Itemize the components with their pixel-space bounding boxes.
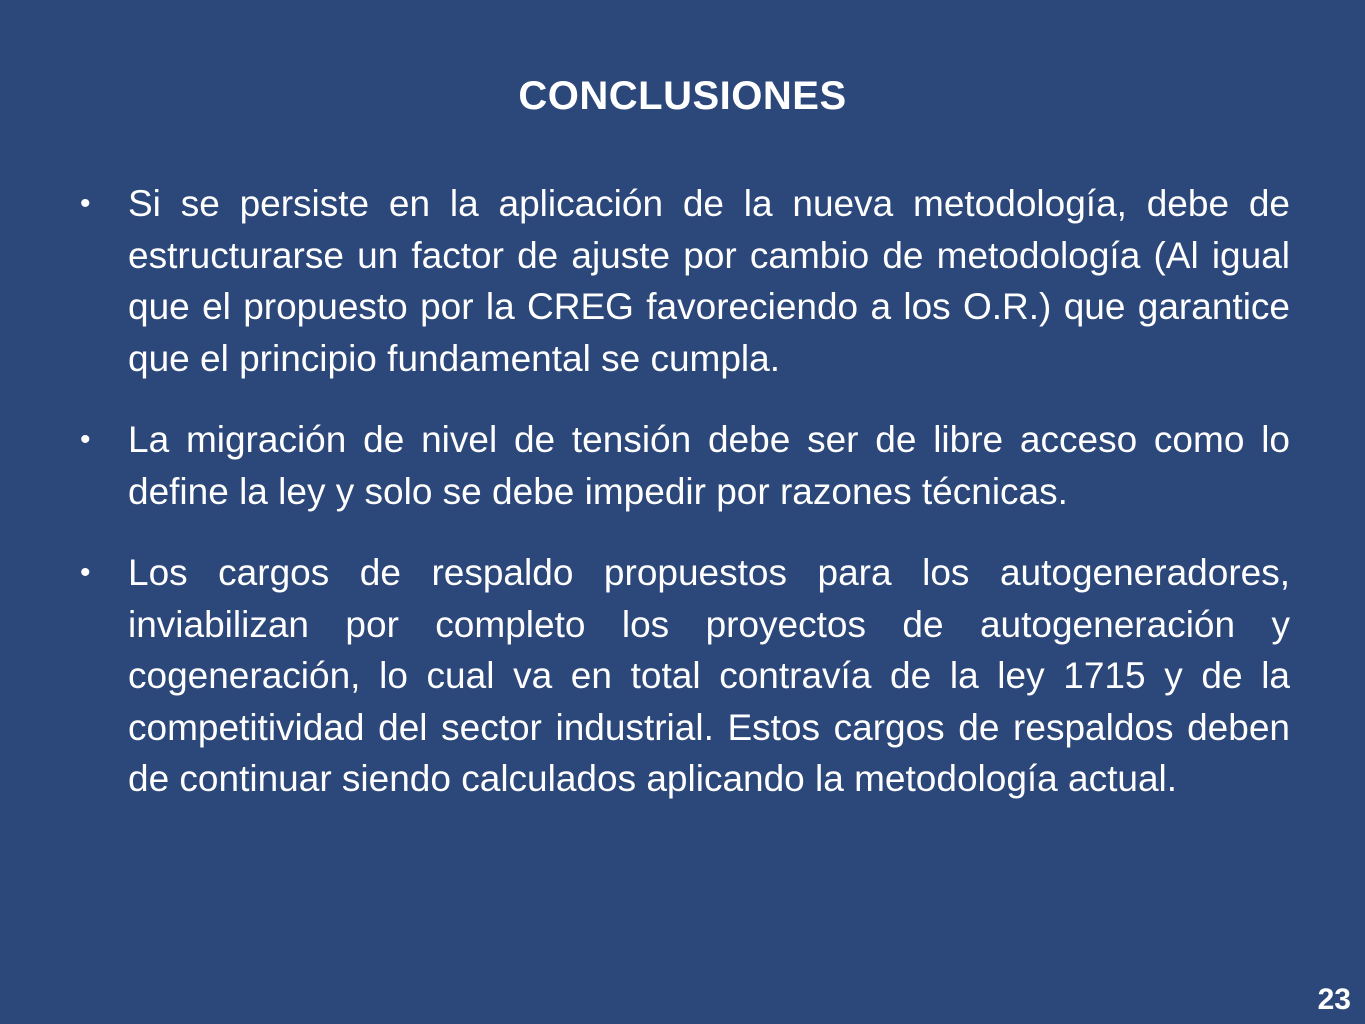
- bullet-item: [80, 178, 1290, 384]
- bullet-icon: •: [80, 423, 91, 456]
- slide-title: CONCLUSIONES: [518, 74, 847, 118]
- bullet-icon: •: [80, 556, 91, 589]
- bullet-list: [80, 178, 1290, 805]
- bullet-text: Si se persiste en la aplicación de la nueva metodología, debe de estructurarse un factor de ajuste por cambio de metodología (Al igual que el propuesto por la CREG favoreciendo a los O.R.) que garantice que el principio fundamental se cumpla.: [128, 183, 1290, 379]
- page-number: 23: [1317, 983, 1351, 1016]
- bullet-item: [80, 547, 1290, 805]
- bullet-icon: •: [80, 187, 91, 220]
- bullet-item: [80, 414, 1290, 517]
- bullet-text: Los cargos de respaldo propuestos para los autogeneradores, inviabilizan por completo los proyectos de autogeneración y cogeneración, lo cual va en total contravía de la ley 1715 y de la competitividad del sector industrial. Estos cargos de respaldos deben de continuar siendo calculados aplicando la metodología actual.: [128, 552, 1290, 799]
- bullet-text: La migración de nivel de tensión debe ser de libre acceso como lo define la ley y solo se debe impedir por razones técnicas.: [128, 419, 1290, 512]
